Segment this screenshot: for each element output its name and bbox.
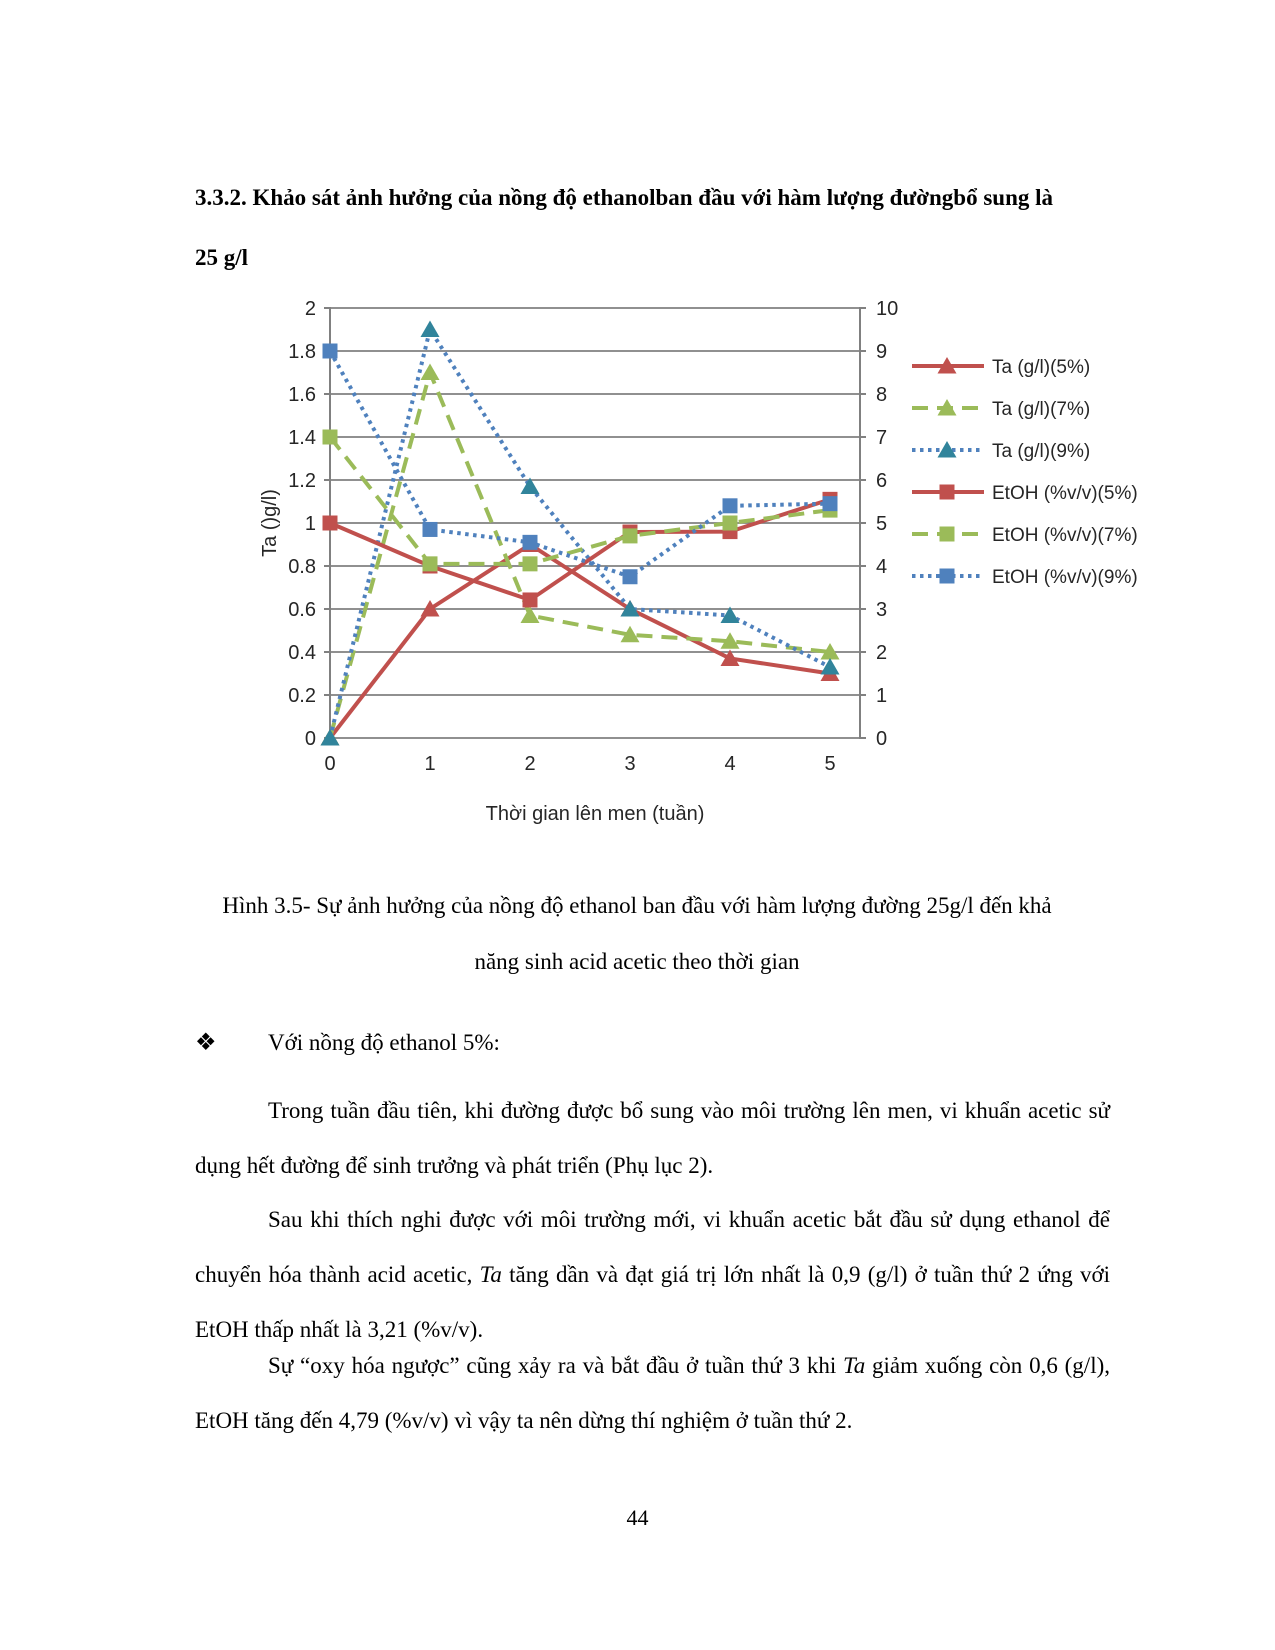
x-axis-tick-label: 3 [624, 753, 636, 775]
x-axis-tick-label: 1 [424, 753, 436, 775]
series-marker-5 [323, 344, 338, 359]
series-marker-4 [323, 430, 338, 445]
right-axis-tick-label: 2 [876, 642, 888, 664]
legend-marker-sample [940, 569, 955, 584]
series-marker-2 [421, 321, 440, 338]
series-marker-3 [523, 592, 538, 607]
series-line-2 [330, 330, 830, 739]
bullet-text: Với nồng độ ethanol 5%: [268, 1030, 500, 1055]
left-axis-tick-label: 1.8 [288, 341, 316, 363]
left-axis-tick-label: 0.6 [288, 599, 316, 621]
x-axis-tick-label: 2 [524, 753, 536, 775]
left-axis-tick-label: 0 [304, 728, 316, 750]
series-marker-5 [723, 498, 738, 513]
legend-label: Ta (g/l)(9%) [992, 441, 1091, 462]
paragraph-1: Trong tuần đầu tiên, khi đường được bổ sung vào môi trường lên men, vi khuẩn acetic sử dụng hết đường để sinh trưởng và phát triển (Phụ lục 2). [195, 1098, 1110, 1178]
left-axis-tick-label: 1.6 [288, 384, 316, 406]
series-marker-4 [423, 556, 438, 571]
right-axis-tick-label: 8 [876, 384, 888, 406]
right-axis-tick-label: 5 [876, 513, 888, 535]
page-number: 44 [626, 1505, 649, 1530]
left-axis-tick-label: 1 [304, 513, 316, 535]
series-marker-5 [423, 522, 438, 537]
series-marker-3 [323, 516, 338, 531]
legend-marker-sample [940, 527, 955, 542]
series-marker-2 [821, 658, 840, 675]
left-axis-tick-label: 1.2 [288, 470, 316, 492]
series-marker-5 [623, 569, 638, 584]
line-chart [250, 278, 1170, 853]
x-axis-tick-label: 0 [324, 753, 336, 775]
x-axis-title: Thời gian lên men (tuần) [485, 803, 705, 825]
figure-caption-line2: năng sinh acid acetic theo thời gian [474, 949, 800, 974]
x-axis-tick-label: 5 [824, 753, 836, 775]
bullet-item [195, 1028, 1115, 1057]
x-axis-tick-label: 4 [724, 753, 736, 775]
section-heading [195, 168, 1125, 288]
legend-marker-sample [940, 485, 955, 500]
right-axis-tick-label: 6 [876, 470, 888, 492]
series-line-0 [330, 545, 830, 739]
right-axis-tick-label: 7 [876, 427, 888, 449]
paragraph-2: Sau khi thích nghi được với môi trường mới, vi khuẩn acetic bắt đầu sử dụng ethanol để chuyển hóa thành acid acetic, Ta tăng dần và đạt giá trị lớn nhất là 0,9 (g/l) ở tuần thứ 2 ứng với EtOH thấp nhất là 3,21 (%v/v). [195, 1207, 1110, 1342]
left-axis-tick-label: 0.2 [288, 685, 316, 707]
series-marker-4 [623, 528, 638, 543]
legend-label: Ta (g/l)(7%) [992, 399, 1091, 420]
section-heading-line1: 3.3.2. Khảo sát ảnh hưởng của nồng độ ethanolban đầu với hàm lượng đườngbổ sung là [195, 185, 1054, 210]
legend-label: Ta (g/l)(5%) [992, 357, 1091, 378]
left-axis-tick-label: 0.8 [288, 556, 316, 578]
chart [250, 278, 1170, 853]
series-marker-5 [523, 535, 538, 550]
figure-caption [137, 878, 1137, 990]
series-marker-1 [421, 364, 440, 381]
legend-label: EtOH (%v/v)(9%) [992, 567, 1138, 588]
left-axis-tick-label: 2 [304, 298, 316, 320]
legend-label: EtOH (%v/v)(7%) [992, 525, 1138, 546]
right-axis-tick-label: 0 [876, 728, 888, 750]
series-marker-4 [523, 556, 538, 571]
legend-label: EtOH (%v/v)(5%) [992, 483, 1138, 504]
figure-caption-line1: Hình 3.5- Sự ảnh hưởng của nồng độ ethanol ban đầu với hàm lượng đường 25g/l đến khả [222, 893, 1052, 918]
right-axis-tick-label: 3 [876, 599, 888, 621]
diamond-bullet-icon: ❖ [195, 1030, 217, 1056]
y-axis-title: Ta ()g/l) [259, 489, 281, 557]
right-axis-tick-label: 10 [876, 298, 899, 320]
left-axis-tick-label: 1.4 [288, 427, 316, 449]
paragraph-3: Sự “oxy hóa ngược” cũng xảy ra và bắt đầu ở tuần thứ 3 khi Ta giảm xuống còn 0,6 (g/l), EtOH tăng đến 4,79 (%v/v) vì vậy ta nên dừng thí nghiệm ở tuần thứ 2. [195, 1353, 1110, 1433]
right-axis-tick-label: 1 [876, 685, 888, 707]
series-marker-5 [823, 496, 838, 511]
section-heading-line2: 25 g/l [195, 245, 249, 270]
left-axis-tick-label: 0.4 [288, 642, 316, 664]
right-axis-tick-label: 9 [876, 341, 888, 363]
right-axis-tick-label: 4 [876, 556, 888, 578]
series-marker-4 [723, 516, 738, 531]
